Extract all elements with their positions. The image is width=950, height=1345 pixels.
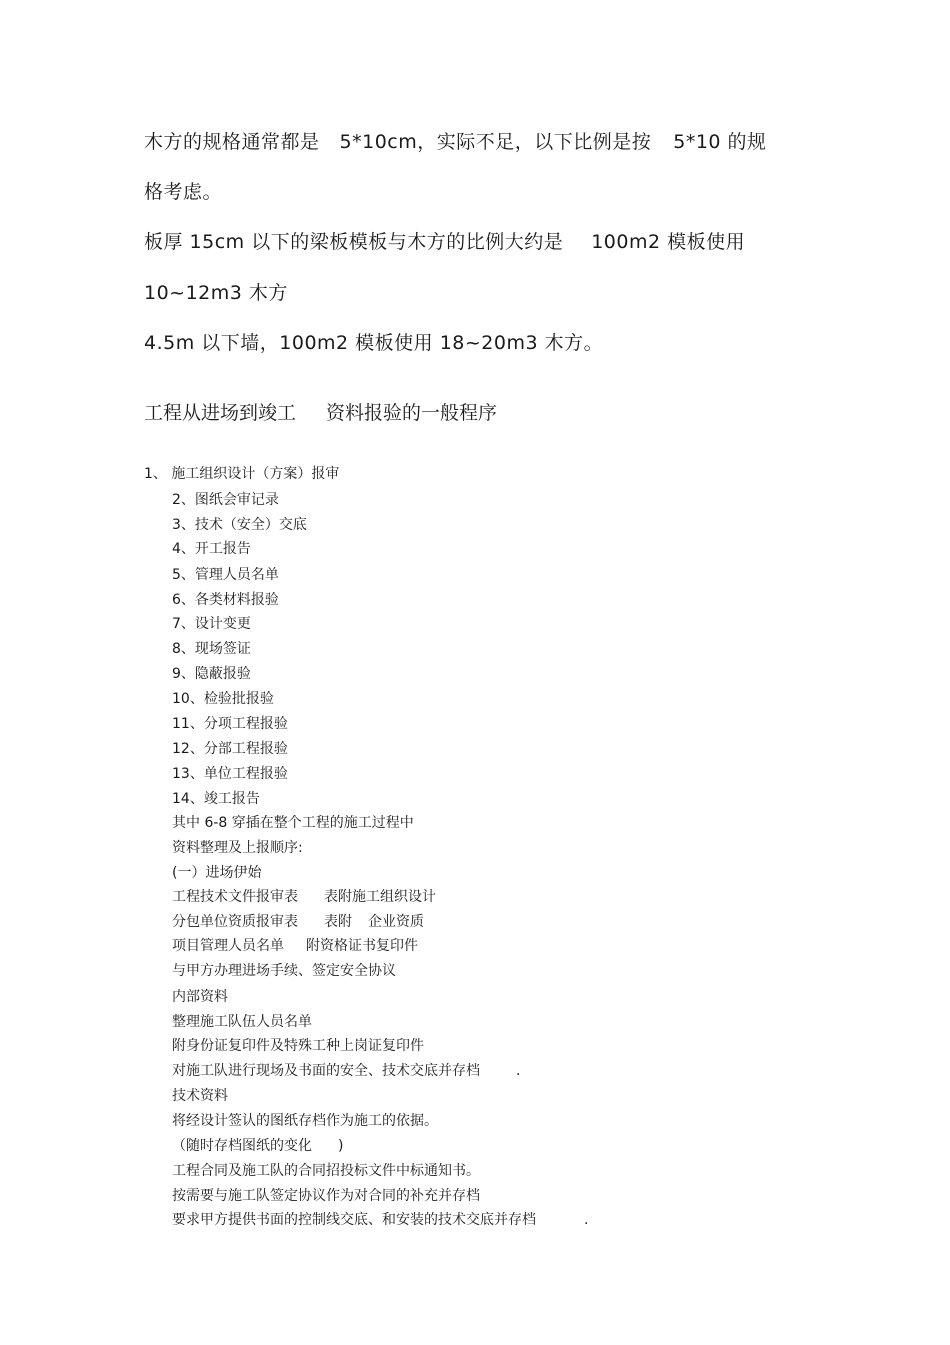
note-line: 内部资料 bbox=[172, 989, 228, 1005]
step-item: 1、 施工组织设计（方案）报审 bbox=[144, 466, 340, 482]
note-part: 工程技术文件报审表 bbox=[172, 889, 298, 905]
note-line: 工程合同及施工队的合同招投标文件中标通知书。 bbox=[172, 1163, 480, 1179]
section-heading-part-1: 工程从进场到竣工 bbox=[144, 402, 297, 424]
intro-line-1-a: 木方的规格通常都是 bbox=[144, 131, 320, 153]
note-line: 将经设计签认的图纸存档作为施工的依据。 bbox=[172, 1113, 438, 1129]
note-part: 项目管理人员名单 bbox=[172, 938, 284, 954]
step-item: 6、各类材料报验 bbox=[172, 592, 279, 608]
note-line: 按需要与施工队签定协议作为对合同的补充并存档 bbox=[172, 1188, 480, 1204]
step-item: 14、竣工报告 bbox=[172, 791, 260, 807]
note-line bbox=[172, 1062, 520, 1080]
note-line bbox=[172, 888, 436, 906]
step-item: 12、分部工程报验 bbox=[172, 741, 288, 757]
step-item: 2、图纸会审记录 bbox=[172, 492, 279, 508]
note-line bbox=[172, 1137, 343, 1155]
note-line bbox=[172, 1211, 588, 1229]
step-item: 7、设计变更 bbox=[172, 616, 251, 632]
note-part: 企业资质 bbox=[368, 914, 424, 930]
intro-line-3 bbox=[144, 230, 745, 254]
step-item: 11、分项工程报验 bbox=[172, 716, 288, 732]
note-line: 资料整理及上报顺序: bbox=[172, 840, 303, 856]
intro-line-2: 格考虑。 bbox=[144, 181, 223, 203]
step-item: 4、开工报告 bbox=[172, 541, 251, 557]
note-line: (一）进场伊始 bbox=[172, 865, 262, 881]
note-part: 附资格证书复印件 bbox=[306, 938, 418, 954]
note-line bbox=[172, 913, 424, 931]
intro-line-3-a: 板厚 15cm 以下的梁板模板与木方的比例大约是 bbox=[144, 231, 564, 253]
step-item: 9、隐蔽报验 bbox=[172, 666, 251, 682]
step-item: 13、单位工程报验 bbox=[172, 766, 288, 782]
intro-line-1 bbox=[144, 130, 767, 154]
note-part: . bbox=[516, 1063, 521, 1079]
note-part: （随时存档图纸的变化 bbox=[172, 1138, 312, 1154]
note-part: . bbox=[584, 1212, 589, 1228]
note-line: 整理施工队伍人员名单 bbox=[172, 1014, 312, 1030]
step-item: 8、现场签证 bbox=[172, 641, 251, 657]
section-heading-part-2: 资料报验的一般程序 bbox=[326, 402, 498, 424]
intro-line-1-b: 5*10cm，实际不足，以下比例是按 bbox=[339, 131, 652, 153]
step-item: 10、检验批报验 bbox=[172, 691, 274, 707]
note-line: 与甲方办理进场手续、签定安全协议 bbox=[172, 963, 396, 979]
note-part: ) bbox=[338, 1138, 344, 1154]
step-item: 5、管理人员名单 bbox=[172, 567, 279, 583]
note-line bbox=[172, 937, 418, 955]
note-part: 表附施工组织设计 bbox=[324, 889, 436, 905]
note-part: 对施工队进行现场及书面的安全、技术交底并存档 bbox=[172, 1063, 480, 1079]
note-line: 其中 6-8 穿插在整个工程的施工过程中 bbox=[172, 815, 414, 831]
note-part: 表附 bbox=[324, 914, 352, 930]
note-part: 分包单位资质报审表 bbox=[172, 914, 298, 930]
note-part: 要求甲方提供书面的控制线交底、和安装的技术交底并存档 bbox=[172, 1212, 536, 1228]
intro-line-5: 4.5m 以下墙，100m2 模板使用 18~20m3 木方。 bbox=[144, 332, 604, 354]
note-line: 附身份证复印件及特殊工种上岗证复印件 bbox=[172, 1038, 424, 1054]
intro-line-3-b: 100m2 模板使用 bbox=[591, 231, 746, 253]
intro-line-1-c: 5*10 的规 bbox=[673, 131, 767, 153]
intro-line-4: 10~12m3 木方 bbox=[144, 282, 288, 304]
note-line: 技术资料 bbox=[172, 1088, 228, 1104]
section-heading bbox=[144, 401, 497, 425]
step-item: 3、技术（安全）交底 bbox=[172, 517, 307, 533]
